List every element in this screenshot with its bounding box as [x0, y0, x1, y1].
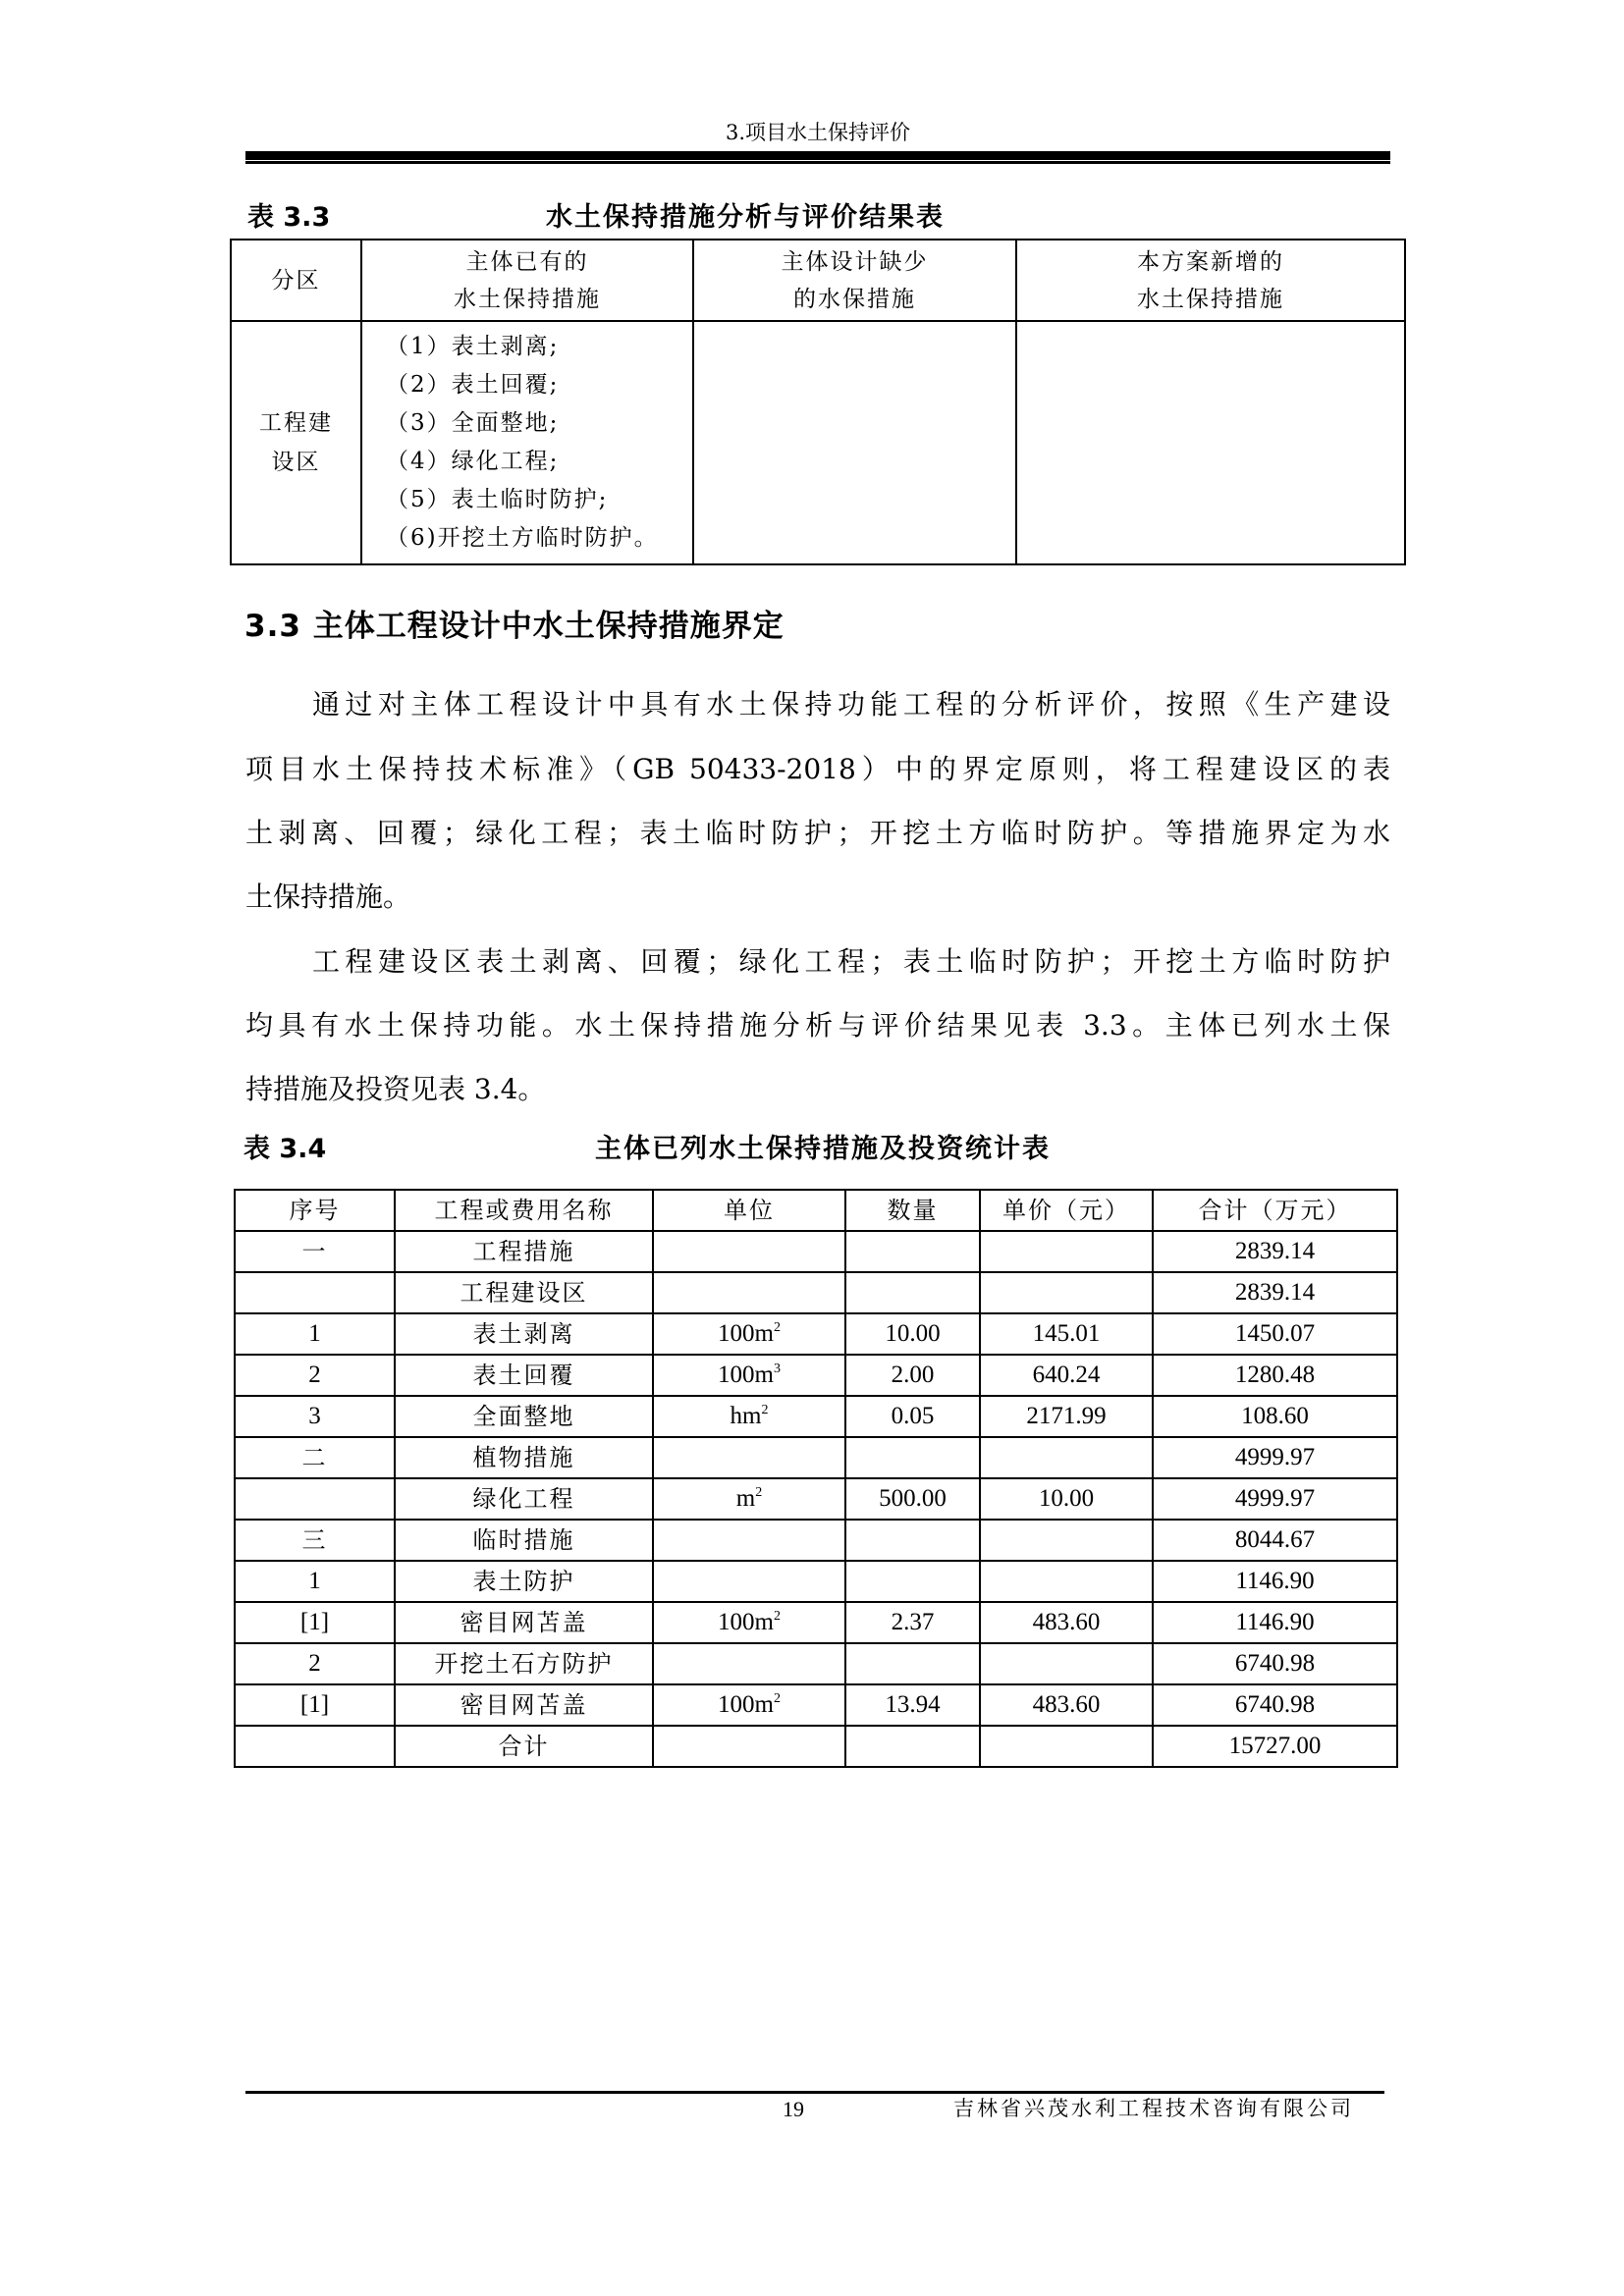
- total-cell: [1153, 1684, 1397, 1726]
- table-3-4-header-row: [235, 1190, 1397, 1231]
- no-cell: [235, 1561, 395, 1602]
- zone-cell: [231, 321, 361, 564]
- paragraph-1-line: 项目水土保持技术标准》（GB 50433-2018）中的界定原则，将工程建设区的表: [245, 753, 1390, 785]
- name-cell: [395, 1396, 653, 1437]
- table-row: [235, 1602, 1397, 1643]
- total-text: 6740.98: [1234, 1691, 1316, 1718]
- price-text: 2171.99: [1026, 1403, 1107, 1429]
- no-cell: [235, 1396, 395, 1437]
- total-cell: [1153, 1561, 1397, 1602]
- price-text: 640.24: [1032, 1362, 1101, 1388]
- qty-cell: [845, 1313, 980, 1355]
- price-cell: [980, 1355, 1153, 1396]
- qty-cell: [845, 1643, 980, 1684]
- header-cell-price: 单价（元）: [980, 1190, 1153, 1231]
- price-text: 145.01: [1032, 1320, 1101, 1347]
- paragraph-1-line: 通过对主体工程设计中具有水土保持功能工程的分析评价，按照《生产建设: [312, 688, 1390, 721]
- paragraph-2-line: 持措施及投资见表 3.4。: [245, 1073, 546, 1105]
- unit-exponent: 2: [773, 1320, 781, 1335]
- header-cell-missing: [693, 240, 1016, 321]
- unit-cell: [653, 1437, 845, 1478]
- qty-text: 0.05: [891, 1403, 935, 1429]
- header-rule-thick: [245, 151, 1390, 160]
- name-text: 工程建设区: [460, 1279, 588, 1307]
- name-cell: [395, 1313, 653, 1355]
- name-text: 表土回覆: [472, 1362, 575, 1389]
- unit-text: 100m: [718, 1609, 774, 1635]
- total-cell: [1153, 1231, 1397, 1272]
- header-text: 分区: [271, 267, 321, 294]
- header-text-line: 主体已有的: [465, 248, 589, 275]
- no-cell: [235, 1272, 395, 1313]
- table-row: [235, 1643, 1397, 1684]
- no-text: 1: [308, 1320, 321, 1347]
- name-cell: [395, 1231, 653, 1272]
- name-cell: [395, 1602, 653, 1643]
- unit-cell: [653, 1520, 845, 1561]
- name-cell: [395, 1437, 653, 1478]
- price-cell: [980, 1437, 1153, 1478]
- section-heading: 3.3 主体工程设计中水土保持措施界定: [244, 609, 785, 644]
- qty-cell: [845, 1684, 980, 1726]
- header-rule-thin: [245, 161, 1390, 164]
- table-3-3: [230, 239, 1406, 565]
- unit-cell: [653, 1643, 845, 1684]
- total-text: 4999.97: [1234, 1485, 1316, 1512]
- measure-item: （2）表土回覆;: [386, 372, 560, 398]
- table-3-4-title: 主体已列水土保持措施及投资统计表: [595, 1134, 1051, 1164]
- table-row: [235, 1561, 1397, 1602]
- no-cell: [235, 1684, 395, 1726]
- table-row: [231, 321, 1405, 564]
- price-cell: [980, 1231, 1153, 1272]
- header-text-line: 的水保措施: [793, 286, 916, 312]
- price-cell: [980, 1643, 1153, 1684]
- table-row: [235, 1272, 1397, 1313]
- table-3-3-title: 水土保持措施分析与评价结果表: [546, 202, 945, 233]
- unit-cell: [653, 1684, 845, 1726]
- no-cell: [235, 1313, 395, 1355]
- name-text: 工程措施: [472, 1238, 575, 1265]
- unit-cell: [653, 1272, 845, 1313]
- qty-cell: [845, 1520, 980, 1561]
- qty-text: 2.00: [891, 1362, 935, 1388]
- no-cell: [235, 1726, 395, 1767]
- name-text: 开挖土石方防护: [434, 1650, 614, 1678]
- total-text: 1450.07: [1234, 1320, 1316, 1347]
- header-cell-existing: [361, 240, 693, 321]
- no-cell: [235, 1643, 395, 1684]
- total-text: 15727.00: [1228, 1733, 1322, 1759]
- no-cell: [235, 1602, 395, 1643]
- name-cell: [395, 1684, 653, 1726]
- page-number: 19: [783, 2097, 804, 2121]
- unit-text: hm: [730, 1403, 762, 1429]
- missing-measures-cell: [693, 321, 1016, 564]
- total-cell: [1153, 1355, 1397, 1396]
- qty-cell: [845, 1396, 980, 1437]
- total-text: 108.60: [1241, 1403, 1309, 1429]
- name-cell: [395, 1272, 653, 1313]
- unit-text: 100m: [718, 1362, 774, 1388]
- price-cell: [980, 1520, 1153, 1561]
- total-cell: [1153, 1726, 1397, 1767]
- unit-cell: [653, 1313, 845, 1355]
- qty-cell: [845, 1272, 980, 1313]
- header-text-line: 本方案新增的: [1137, 248, 1284, 275]
- price-text: 483.60: [1032, 1609, 1101, 1635]
- name-text: 绿化工程: [472, 1485, 575, 1513]
- no-text: 2: [308, 1650, 321, 1677]
- total-cell: [1153, 1437, 1397, 1478]
- total-cell: [1153, 1602, 1397, 1643]
- header-cell-qty: 数量: [845, 1190, 980, 1231]
- no-text: 一: [301, 1238, 328, 1265]
- qty-cell: [845, 1478, 980, 1520]
- header-cell-unit: 单位: [653, 1190, 845, 1231]
- table-row: [235, 1684, 1397, 1726]
- header-cell-new: [1016, 240, 1405, 321]
- total-text: 1280.48: [1234, 1362, 1316, 1388]
- qty-text: 2.37: [891, 1609, 935, 1635]
- name-cell: [395, 1355, 653, 1396]
- no-text: [1]: [299, 1691, 330, 1718]
- no-text: [1]: [299, 1609, 330, 1635]
- name-text: 临时措施: [472, 1526, 575, 1554]
- price-text: 10.00: [1038, 1485, 1095, 1512]
- running-header: 3.项目水土保持评价: [725, 121, 911, 144]
- measure-item: （5）表土临时防护;: [386, 487, 609, 512]
- header-text-line: 水土保持措施: [454, 286, 601, 312]
- zone-text-line: 设区: [271, 450, 321, 475]
- table-row: [235, 1231, 1397, 1272]
- unit-cell: [653, 1561, 845, 1602]
- new-measures-cell: [1016, 321, 1405, 564]
- name-text: 密目网苫盖: [460, 1691, 588, 1719]
- name-text: 表土剥离: [472, 1320, 575, 1348]
- name-cell: [395, 1643, 653, 1684]
- price-cell: [980, 1478, 1153, 1520]
- total-text: 6740.98: [1234, 1650, 1316, 1677]
- unit-exponent: 2: [773, 1609, 781, 1624]
- no-cell: [235, 1231, 395, 1272]
- total-text: 4999.97: [1234, 1444, 1316, 1470]
- unit-exponent: 2: [755, 1485, 763, 1500]
- no-text: 三: [301, 1526, 328, 1554]
- price-cell: [980, 1396, 1153, 1437]
- total-cell: [1153, 1272, 1397, 1313]
- no-text: 1: [308, 1568, 321, 1594]
- table-row: [235, 1478, 1397, 1520]
- unit-cell: [653, 1726, 845, 1767]
- unit-exponent: 2: [761, 1403, 769, 1417]
- no-text: 二: [301, 1444, 328, 1471]
- paragraph-1-line: 土剥离、回覆；绿化工程；表土临时防护；开挖土方临时防护。等措施界定为水: [245, 817, 1390, 849]
- table-row: [235, 1520, 1397, 1561]
- table-3-4: [234, 1189, 1398, 1768]
- price-cell: [980, 1272, 1153, 1313]
- table-row: [235, 1396, 1397, 1437]
- measure-item: （1）表土剥离;: [386, 334, 560, 359]
- total-cell: [1153, 1396, 1397, 1437]
- paragraph-1-line: 土保持措施。: [245, 881, 411, 913]
- total-text: 1146.90: [1235, 1609, 1315, 1635]
- no-text: 2: [308, 1362, 321, 1388]
- price-cell: [980, 1313, 1153, 1355]
- unit-cell: [653, 1478, 845, 1520]
- name-cell: [395, 1561, 653, 1602]
- qty-cell: [845, 1602, 980, 1643]
- table-row: [235, 1313, 1397, 1355]
- name-text: 全面整地: [472, 1403, 575, 1430]
- table-row: [235, 1437, 1397, 1478]
- header-text-line: 主体设计缺少: [781, 248, 929, 275]
- table-3-3-header-row: [231, 240, 1405, 321]
- name-text: 表土防护: [472, 1568, 575, 1595]
- qty-cell: [845, 1726, 980, 1767]
- qty-cell: [845, 1231, 980, 1272]
- unit-exponent: 2: [773, 1691, 781, 1706]
- no-cell: [235, 1478, 395, 1520]
- price-cell: [980, 1602, 1153, 1643]
- existing-measures-cell: [361, 321, 693, 564]
- header-text-line: 水土保持措施: [1137, 286, 1284, 312]
- name-text: 植物措施: [472, 1444, 575, 1471]
- company-name: 吉林省兴茂水利工程技术咨询有限公司: [953, 2097, 1354, 2120]
- header-cell-zone: [231, 240, 361, 321]
- no-cell: [235, 1355, 395, 1396]
- table-row: [235, 1355, 1397, 1396]
- total-cell: [1153, 1520, 1397, 1561]
- measure-item: （6)开挖土方临时防护。: [386, 525, 659, 551]
- qty-cell: [845, 1355, 980, 1396]
- table-3-4-label: 表 3.4: [244, 1134, 327, 1164]
- qty-text: 500.00: [879, 1485, 947, 1512]
- qty-text: 13.94: [885, 1691, 941, 1718]
- header-cell-total: 合计（万元）: [1153, 1190, 1397, 1231]
- zone-text-line: 工程建: [259, 410, 333, 436]
- total-text: 2839.14: [1234, 1238, 1316, 1264]
- total-cell: [1153, 1313, 1397, 1355]
- qty-cell: [845, 1437, 980, 1478]
- unit-cell: [653, 1355, 845, 1396]
- price-cell: [980, 1684, 1153, 1726]
- unit-text: 100m: [718, 1691, 774, 1718]
- total-cell: [1153, 1643, 1397, 1684]
- no-cell: [235, 1520, 395, 1561]
- table-row: [235, 1726, 1397, 1767]
- name-cell: [395, 1726, 653, 1767]
- qty-text: 10.00: [885, 1320, 941, 1347]
- total-cell: [1153, 1478, 1397, 1520]
- name-text: 合计: [498, 1733, 550, 1760]
- no-text: 3: [308, 1403, 321, 1429]
- total-text: 1146.90: [1235, 1568, 1315, 1594]
- name-cell: [395, 1520, 653, 1561]
- total-text: 8044.67: [1234, 1526, 1316, 1553]
- unit-text: m: [735, 1485, 756, 1512]
- table-3-3-label: 表 3.3: [247, 202, 331, 233]
- measure-item: （3）全面整地;: [386, 410, 560, 436]
- price-cell: [980, 1561, 1153, 1602]
- unit-text: 100m: [718, 1320, 774, 1347]
- name-text: 密目网苫盖: [460, 1609, 588, 1636]
- header-cell-no: 序号: [235, 1190, 395, 1231]
- price-cell: [980, 1726, 1153, 1767]
- unit-cell: [653, 1231, 845, 1272]
- paragraph-2-line: 工程建设区表土剥离、回覆；绿化工程；表土临时防护；开挖土方临时防护: [312, 945, 1390, 978]
- unit-cell: [653, 1396, 845, 1437]
- price-text: 483.60: [1032, 1691, 1101, 1718]
- no-cell: [235, 1437, 395, 1478]
- unit-exponent: 3: [773, 1362, 781, 1376]
- name-cell: [395, 1478, 653, 1520]
- paragraph-2-line: 均具有水土保持功能。水土保持措施分析与评价结果见表 3.3。主体已列水土保: [245, 1009, 1390, 1041]
- total-text: 2839.14: [1234, 1279, 1316, 1306]
- measure-item: （4）绿化工程;: [386, 449, 560, 474]
- qty-cell: [845, 1561, 980, 1602]
- header-cell-name: 工程或费用名称: [395, 1190, 653, 1231]
- unit-cell: [653, 1602, 845, 1643]
